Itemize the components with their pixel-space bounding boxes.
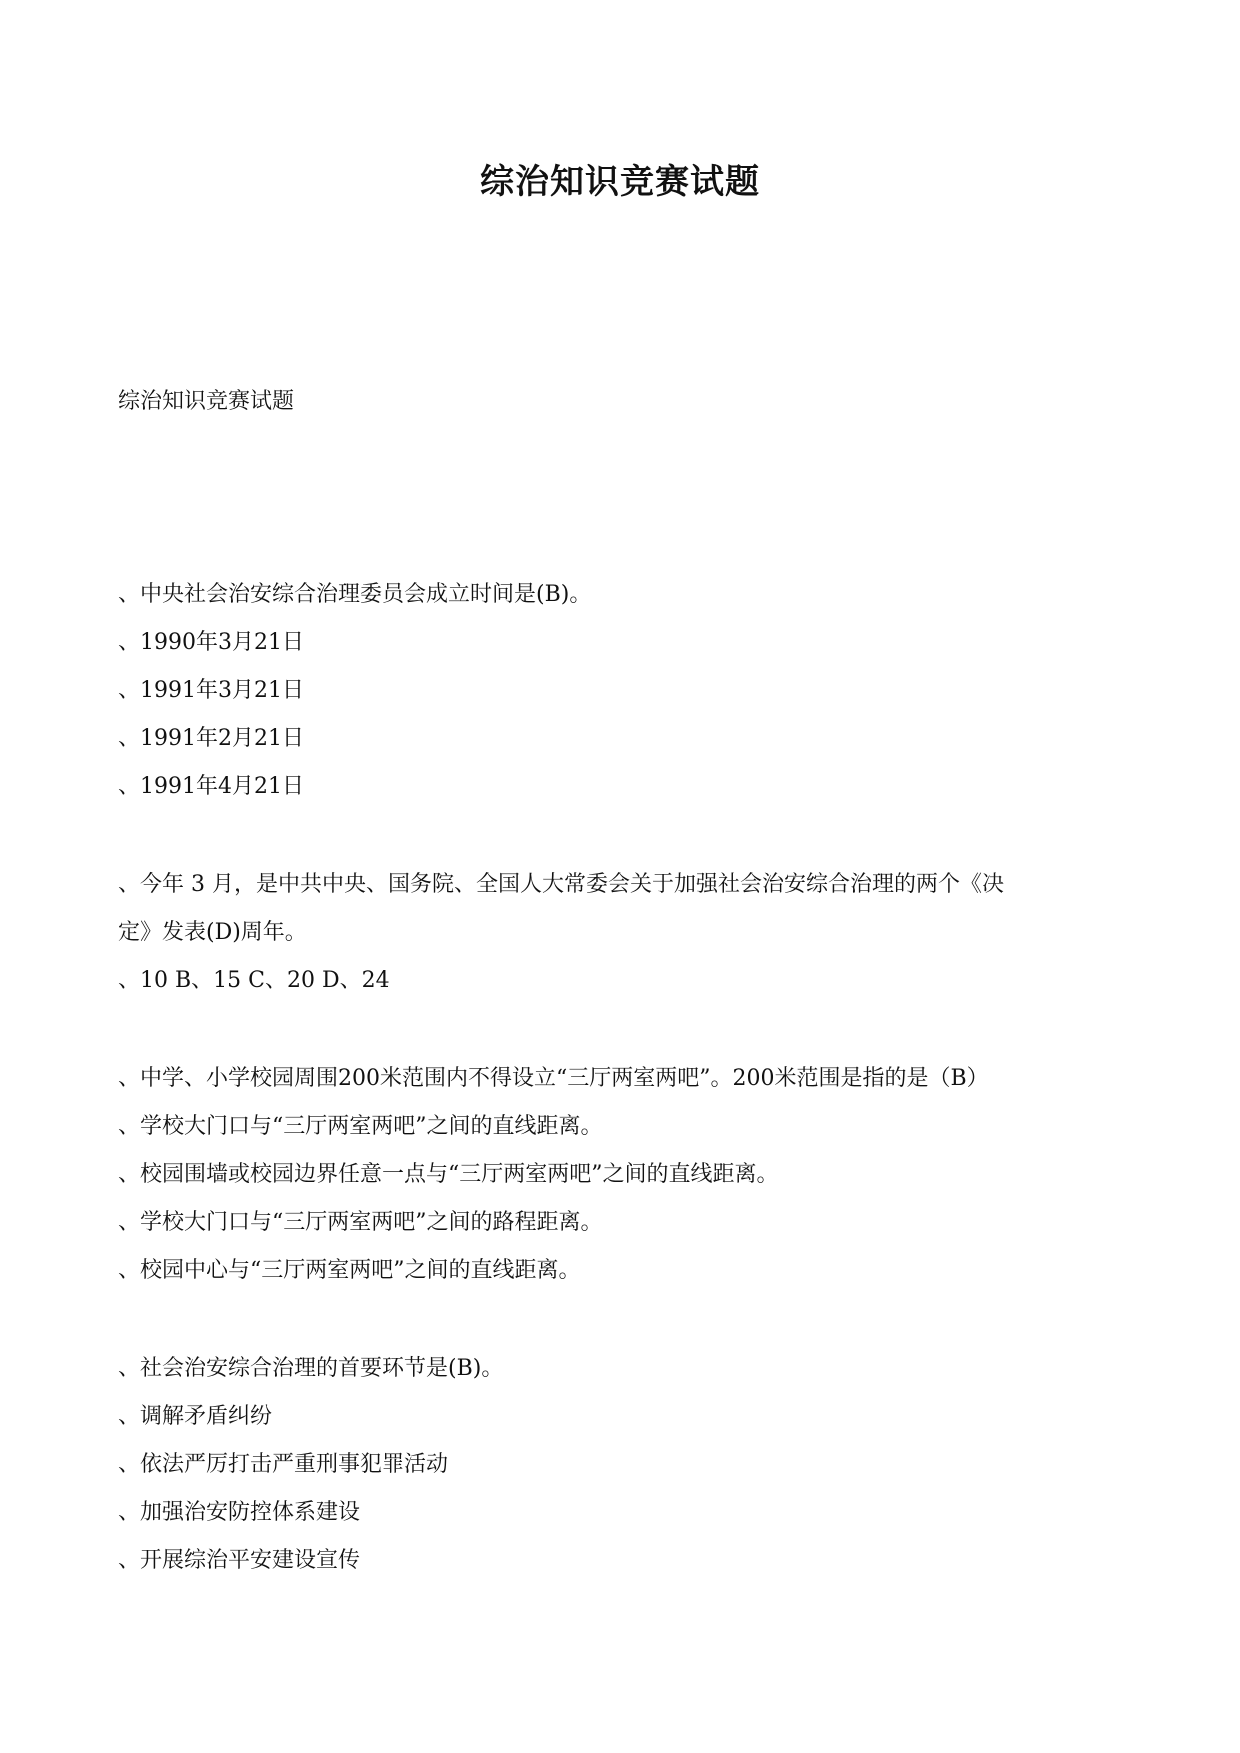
question-2-line-2: 定》发表(D)周年。 <box>118 920 307 945</box>
question-4-option-c: 、加强治安防控体系建设 <box>118 1500 361 1525</box>
question-1: 、中央社会治安综合治理委员会成立时间是(B)。 <box>118 582 592 607</box>
question-1-option-c: 、1991年2月21日 <box>118 726 304 751</box>
question-1-option-a: 、1990年3月21日 <box>118 630 304 655</box>
question-3-option-b: 、校园围墙或校园边界任意一点与“三厅两室两吧”之间的直线距离。 <box>118 1162 779 1187</box>
question-3: 、中学、小学校园周围200米范围内不得设立“三厅两室两吧”。200米范围是指的是（B） <box>118 1066 989 1091</box>
question-4-option-a: 、调解矛盾纠纷 <box>118 1404 273 1429</box>
question-2-options: 、10 B、15 C、20 D、24 <box>118 968 390 993</box>
question-3-option-c: 、学校大门口与“三厅两室两吧”之间的路程距离。 <box>118 1210 603 1235</box>
question-3-option-a: 、学校大门口与“三厅两室两吧”之间的直线距离。 <box>118 1114 603 1139</box>
question-4-option-b: 、依法严厉打击严重刑事犯罪活动 <box>118 1452 449 1477</box>
question-4-option-d: 、开展综治平安建设宣传 <box>118 1548 361 1573</box>
question-2-line-1: 、今年 3 月，是中共中央、国务院、全国人大常委会关于加强社会治安综合治理的两个《决 <box>118 872 1004 897</box>
question-4: 、社会治安综合治理的首要环节是(B)。 <box>118 1356 504 1381</box>
question-3-option-d: 、校园中心与“三厅两室两吧”之间的直线距离。 <box>118 1258 581 1283</box>
document-subtitle: 综治知识竞赛试题 <box>118 389 295 414</box>
question-1-option-b: 、1991年3月21日 <box>118 678 304 703</box>
document-title: 综治知识竞赛试题 <box>480 162 760 202</box>
question-1-option-d: 、1991年4月21日 <box>118 774 304 799</box>
